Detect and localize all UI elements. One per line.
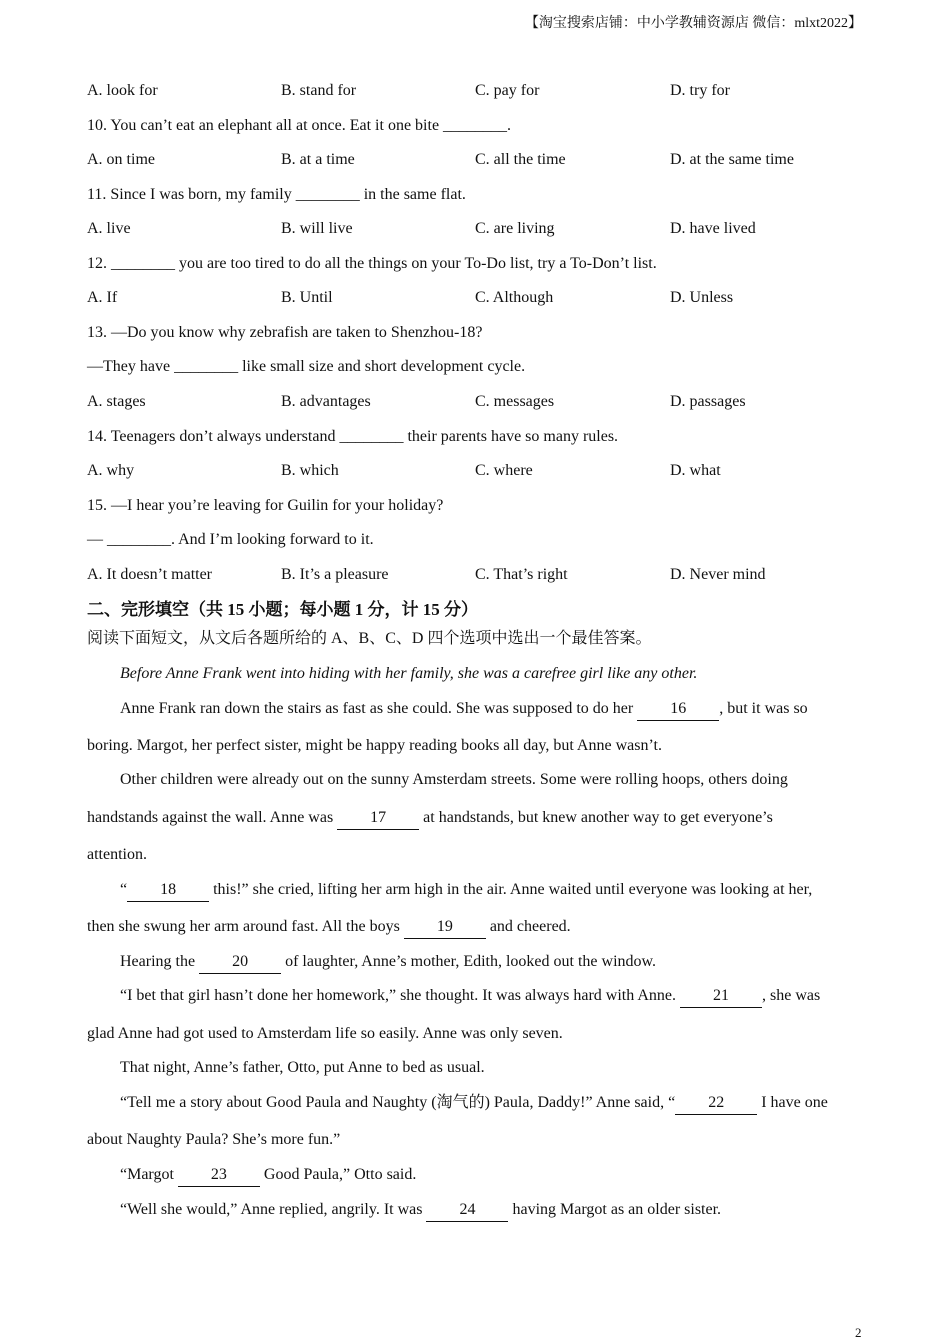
q15-stem-1: 15. —I hear you’re leaving for Guilin for your holiday? <box>87 497 444 514</box>
passage-line: “Margot 23 Good Paula,” Otto said. <box>120 1163 870 1187</box>
option-d[interactable]: D. what <box>670 462 721 479</box>
passage-intro: Before Anne Frank went into hiding with her family, she was a carefree girl like any other. <box>120 665 698 682</box>
option-a[interactable]: A. It doesn’t matter <box>87 566 213 583</box>
passage-line: Other children were already out on the sunny Amsterdam streets. Some were rolling hoops, others doing <box>120 771 788 788</box>
section-title: 二、完形填空（共 15 小题；每小题 1 分，计 15 分） <box>87 600 478 619</box>
option-b[interactable]: B. It’s a pleasure <box>281 566 389 583</box>
option-a[interactable]: A. stages <box>87 393 146 410</box>
q15-stem-2: — ________. And I’m looking forward to it. <box>87 531 374 548</box>
option-d[interactable]: D. Never mind <box>670 566 766 583</box>
page-number: 2 <box>855 1325 862 1340</box>
header-note: 【淘宝搜索店铺：中小学教辅资源店 微信：mlxt2022】 <box>524 16 862 31</box>
section-instruction: 阅读下面短文，从文后各题所给的 A、B、C、D 四个选项中选出一个最佳答案。 <box>87 630 652 647</box>
option-a[interactable]: A. live <box>87 220 131 237</box>
q13-options <box>87 390 867 414</box>
q13-stem-1: 13. —Do you know why zebrafish are taken to Shenzhou-18? <box>87 324 483 341</box>
option-b[interactable]: B. advantages <box>281 393 371 410</box>
option-b[interactable]: B. Until <box>281 289 333 306</box>
q14-stem: 14. Teenagers don’t always understand ________ their parents have so many rules. <box>87 428 619 445</box>
passage-line: “Tell me a story about Good Paula and Naughty (淘气的) Paula, Daddy!” Anne said, “ 22 I have one <box>120 1091 870 1115</box>
passage-line: handstands against the wall. Anne was 17 at handstands, but knew another way to get everyone’s <box>87 806 867 830</box>
q10-options <box>87 148 867 172</box>
q12-options <box>87 286 867 310</box>
passage-line: glad Anne had got used to Amsterdam life so easily. Anne was only seven. <box>87 1025 563 1042</box>
q11-options <box>87 217 867 241</box>
passage-line: That night, Anne’s father, Otto, put Anne to bed as usual. <box>120 1059 485 1076</box>
option-b[interactable]: B. will live <box>281 220 353 237</box>
passage-line: boring. Margot, her perfect sister, might be happy reading books all day, but Anne wasn’t. <box>87 737 662 754</box>
option-c[interactable]: C. messages <box>475 393 555 410</box>
option-c[interactable]: C. all the time <box>475 151 566 168</box>
blank-24[interactable]: 24 <box>426 1200 508 1222</box>
option-b[interactable]: B. which <box>281 462 339 479</box>
passage-line: Anne Frank ran down the stairs as fast as she could. She was supposed to do her 16 , but it was so <box>120 697 870 721</box>
option-a[interactable]: A. If <box>87 289 118 306</box>
option-c[interactable]: C. pay for <box>475 82 540 99</box>
passage-line: Hearing the 20 of laughter, Anne’s mother, Edith, looked out the window. <box>120 950 870 974</box>
option-a[interactable]: A. why <box>87 462 135 479</box>
blank-19[interactable]: 19 <box>404 917 486 939</box>
option-d[interactable]: D. at the same time <box>670 151 794 168</box>
blank-21[interactable]: 21 <box>680 986 762 1008</box>
passage-line: about Naughty Paula? She’s more fun.” <box>87 1131 341 1148</box>
passage-line: then she swung her arm around fast. All the boys 19 and cheered. <box>87 915 867 939</box>
option-d[interactable]: D. passages <box>670 393 746 410</box>
option-c[interactable]: C. That’s right <box>475 566 568 583</box>
blank-20[interactable]: 20 <box>199 952 281 974</box>
passage-line: “ 18 this!” she cried, lifting her arm high in the air. Anne waited until everyone was looking at her, <box>120 878 870 902</box>
q15-options <box>87 563 867 587</box>
blank-17[interactable]: 17 <box>337 808 419 830</box>
option-c[interactable]: C. are living <box>475 220 555 237</box>
q9-options <box>87 79 867 103</box>
option-c[interactable]: C. where <box>475 462 533 479</box>
blank-22[interactable]: 22 <box>675 1093 757 1115</box>
option-b[interactable]: B. stand for <box>281 82 357 99</box>
q13-stem-2: —They have ________ like small size and short development cycle. <box>87 358 526 375</box>
passage-line: “I bet that girl hasn’t done her homework,” she thought. It was always hard with Anne. 21 , she was <box>120 984 870 1008</box>
passage-line: “Well she would,” Anne replied, angrily. It was 24 having Margot as an older sister. <box>120 1198 870 1222</box>
blank-16[interactable]: 16 <box>637 699 719 721</box>
q11-stem: 11. Since I was born, my family ________ in the same flat. <box>87 186 466 203</box>
option-a[interactable]: A. look for <box>87 82 158 99</box>
q14-options <box>87 459 867 483</box>
option-d[interactable]: D. try for <box>670 82 730 99</box>
option-b[interactable]: B. at a time <box>281 151 355 168</box>
option-d[interactable]: D. have lived <box>670 220 756 237</box>
blank-18[interactable]: 18 <box>127 880 209 902</box>
option-c[interactable]: C. Although <box>475 289 554 306</box>
q12-stem: 12. ________ you are too tired to do all the things on your To-Do list, try a To-Don’t list. <box>87 255 657 272</box>
blank-23[interactable]: 23 <box>178 1165 260 1187</box>
q10-stem: 10. You can’t eat an elephant all at once. Eat it one bite ________. <box>87 117 512 134</box>
passage-line: attention. <box>87 846 147 863</box>
option-d[interactable]: D. Unless <box>670 289 734 306</box>
option-a[interactable]: A. on time <box>87 151 155 168</box>
